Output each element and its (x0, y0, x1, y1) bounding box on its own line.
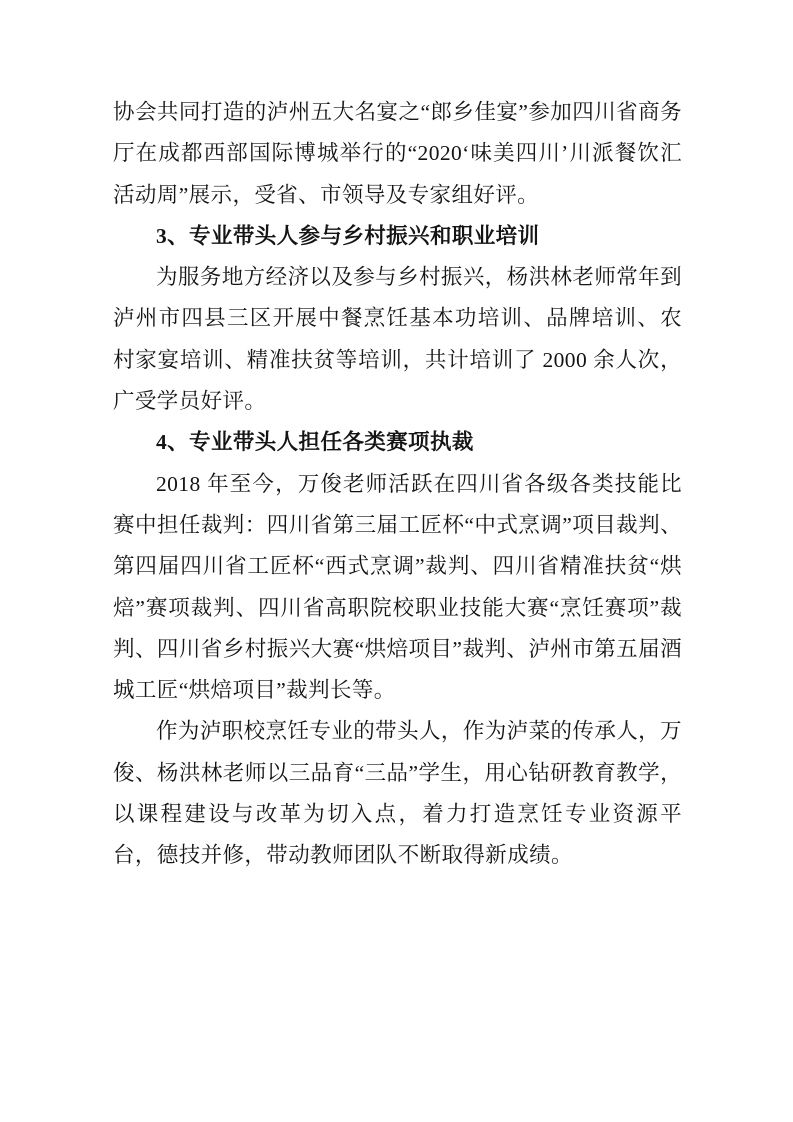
section-heading-4: 4、专业带头人担任各类赛项执裁 (156, 430, 474, 455)
section-heading-3: 3、专业带头人参与乡村振兴和职业培训 (156, 223, 540, 248)
paragraph-judging-roles: 2018 年至今，万俊老师活跃在四川省各级各类技能比赛中担任裁判：四川省第三届工匠杯“中式烹调”项目裁判、第四届四川省工匠杯“西式烹调”裁判、四川省精准扶贫“烘焙”赛项裁判、四川省高职院校职业技能大赛“烹饪赛项”裁判、四川省乡村振兴大赛“烘焙项目”裁判、泸州市第五届酒城工匠“烘焙项目”裁判长等。 (113, 471, 682, 703)
paragraph-rural-training: 为服务地方经济以及参与乡村振兴，杨洪林老师常年到泸州市四县三区开展中餐烹饪基本功培训、品牌培训、农村家宴培训、精准扶贫等培训，共计培训了 2000 余人次，广受学员好评。 (113, 265, 682, 414)
paragraph-continuation: 协会共同打造的泸州五大名宴之“郎乡佳宴”参加四川省商务厅在成都西部国际博城举行的“2020‘味美四川’川派餐饮汇活动周”展示，受省、市领导及专家组好评。 (113, 100, 682, 207)
paragraph-closing-summary: 作为泸职校烹饪专业的带头人，作为泸菜的传承人，万俊、杨洪林老师以三品育“三品”学生，用心钻研教育教学，以课程建设与改革为切入点，着力打造烹饪专业资源平台，德技并修，带动教师团队不断取得新成绩。 (113, 719, 682, 868)
document-text-block (113, 92, 682, 877)
